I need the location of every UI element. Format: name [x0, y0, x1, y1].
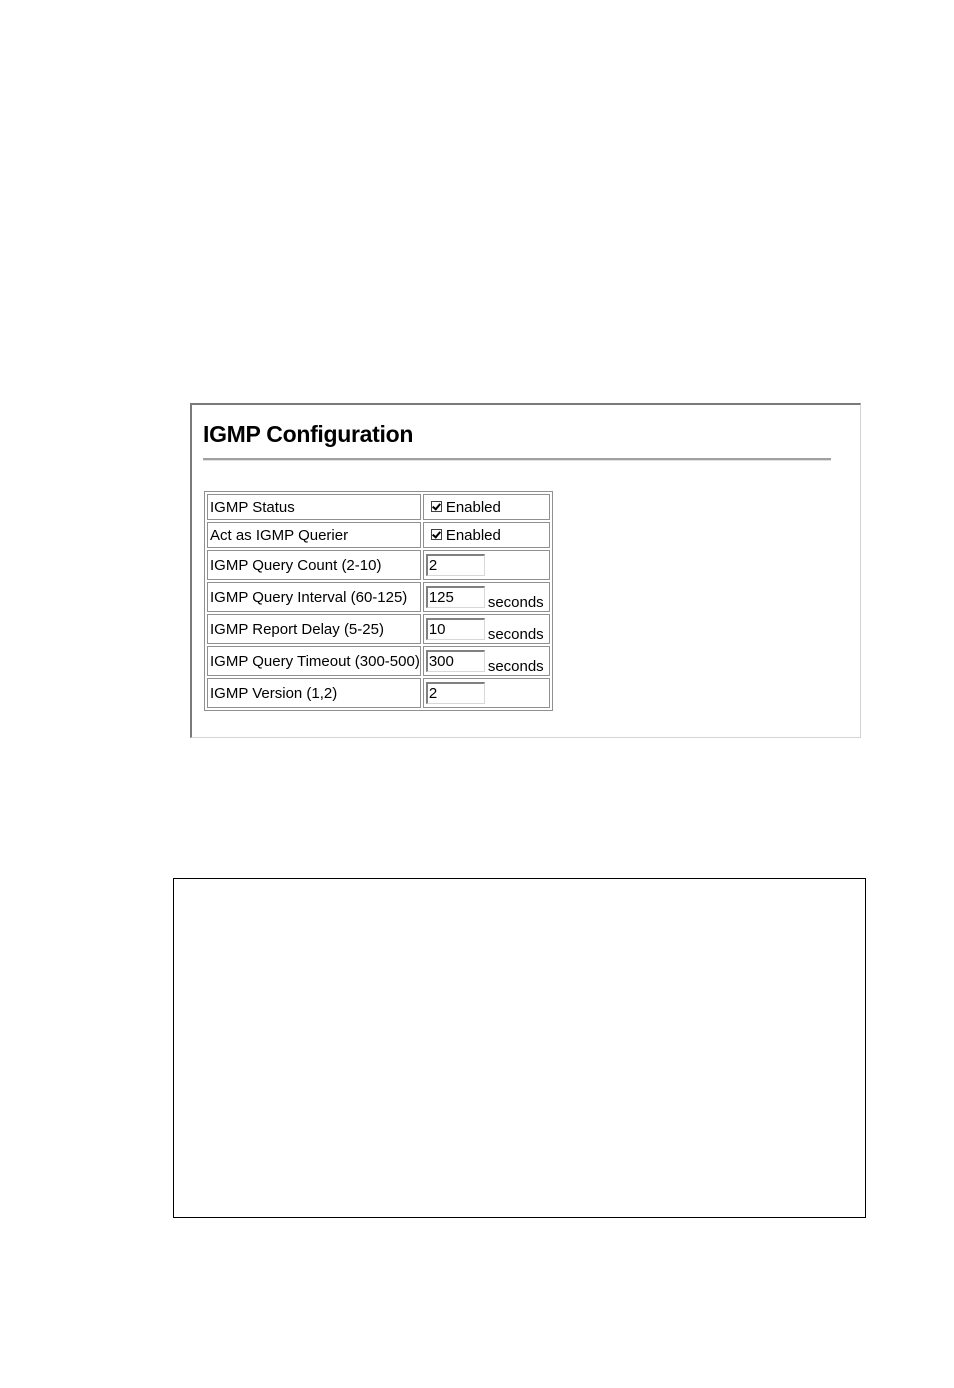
table-row — [207, 582, 550, 612]
table-row — [207, 646, 550, 676]
query-count-label: IGMP Query Count (2-10) — [207, 550, 421, 580]
table-row — [207, 678, 550, 708]
page-title: IGMP Configuration — [203, 421, 414, 447]
query-interval-cell — [423, 582, 550, 612]
query-timeout-input[interactable] — [426, 650, 485, 672]
table-row — [207, 494, 550, 520]
query-interval-label: IGMP Query Interval (60-125) — [207, 582, 421, 612]
query-timeout-label: IGMP Query Timeout (300-500) — [207, 646, 421, 676]
table-row — [207, 550, 550, 580]
query-timeout-unit: seconds — [487, 658, 544, 675]
act-as-querier-checkbox[interactable] — [431, 529, 442, 540]
query-interval-input[interactable] — [426, 586, 485, 608]
query-count-cell — [423, 550, 550, 580]
query-count-input[interactable] — [426, 554, 485, 576]
igmp-status-label: IGMP Status — [207, 494, 421, 520]
igmp-status-checkbox[interactable] — [431, 501, 442, 512]
report-delay-unit: seconds — [487, 626, 544, 643]
igmp-version-cell — [423, 678, 550, 708]
igmp-status-enabled-label: Enabled — [445, 498, 501, 516]
igmp-configuration-panel — [190, 403, 861, 738]
igmp-settings-table — [204, 491, 553, 711]
table-row — [207, 614, 550, 644]
igmp-version-input[interactable] — [426, 682, 485, 704]
act-as-querier-enabled-label: Enabled — [445, 526, 501, 544]
act-as-querier-label: Act as IGMP Querier — [207, 522, 421, 548]
report-delay-label: IGMP Report Delay (5-25) — [207, 614, 421, 644]
act-as-querier-cell — [423, 522, 550, 548]
title-divider — [203, 458, 831, 461]
report-delay-input[interactable] — [426, 618, 485, 640]
table-row — [207, 522, 550, 548]
query-timeout-cell — [423, 646, 550, 676]
igmp-version-label: IGMP Version (1,2) — [207, 678, 421, 708]
query-interval-unit: seconds — [487, 594, 544, 611]
empty-code-box — [173, 878, 866, 1218]
igmp-status-cell — [423, 494, 550, 520]
report-delay-cell — [423, 614, 550, 644]
